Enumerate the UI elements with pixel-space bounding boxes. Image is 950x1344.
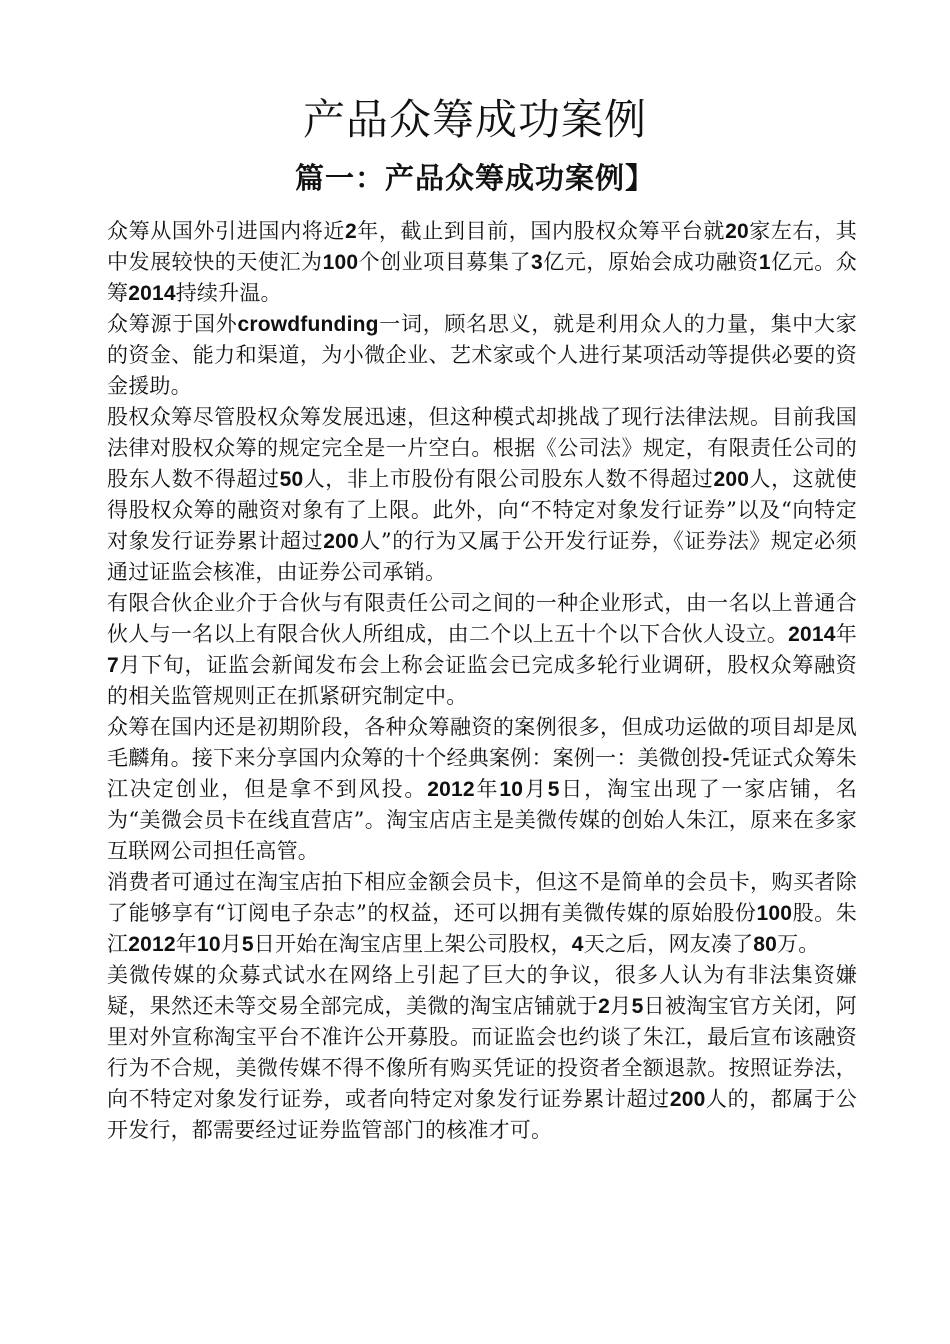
document-body [107, 216, 857, 1146]
paragraph-definition: 众筹源于国外crowdfunding一词，顾名思义，就是利用众人的力量，集中大家的资金、能力和渠道，为小微企业、艺术家或个人进行某项活动等提供必要的资金援助。 [107, 312, 857, 398]
paragraph-equity-regulation: 股权众筹尽管股权众筹发展迅速，但这种模式却挑战了现行法律法规。目前我国法律对股权众筹的规定完全是一片空白。根据《公司法》规定，有限责任公司的股东人数不得超过50人，非上市股份有限公司股东人数不得超过200人，这就使得股权众筹的融资对象有了上限。此外，向“不特定对象发行证券”以及“向特定对象发行证券累计超过200人”的行为又属于公开发行证券，《证券法》规定必须通过证监会核准，由证券公司承销。 [107, 405, 858, 584]
document-title: 产品众筹成功案例 [302, 95, 647, 144]
document-subtitle: 篇一：产品众筹成功案例】 [294, 161, 655, 195]
paragraph-intro: 众筹从国外引进国内将近2年，截止到目前，国内股权众筹平台就20家左右，其中发展较快的天使汇为100个创业项目募集了3亿元，原始会成功融资1亿元。众筹2014持续升温。 [107, 219, 857, 305]
paragraph-case-one: 众筹在国内还是初期阶段，各种众筹融资的案例很多，但成功运做的项目却是凤毛麟角。接下来分享国内众筹的十个经典案例：案例一：美微创投-凭证式众筹朱江决定创业，但是拿不到风投。2012年10月5日，淘宝出现了一家店铺，名为“美微会员卡在线直营店”。淘宝店店主是美微传媒的创始人朱江，原来在多家互联网公司担任高管。 [107, 715, 857, 863]
paragraph-controversy: 美微传媒的众募式试水在网络上引起了巨大的争议，很多人认为有非法集资嫌疑，果然还未等交易全部完成，美微的淘宝店铺就于2月5日被淘宝官方关闭，阿里对外宣称淘宝平台不准许公开募股。而证监会也约谈了朱江，最后宣布该融资行为不合规，美微传媒不得不像所有购买凭证的投资者全额退款。按照证券法，向不特定对象发行证券，或者向特定对象发行证券累计超过200人的，都属于公开发行，都需要经过证券监管部门的核准才可。 [107, 963, 857, 1142]
paragraph-member-card: 消费者可通过在淘宝店拍下相应金额会员卡，但这不是简单的会员卡，购买者除了能够享有“订阅电子杂志”的权益，还可以拥有美微传媒的原始股份100股。朱江2012年10月5日开始在淘宝店里上架公司股权，4天之后，网友凑了80万。 [107, 870, 857, 956]
paragraph-limited-partnership: 有限合伙企业介于合伙与有限责任公司之间的一种企业形式，由一名以上普通合伙人与一名以上有限合伙人所组成，由二个以上五十个以下合伙人设立。2014年7月下旬，证监会新闻发布会上称会证监会已完成多轮行业调研，股权众筹融资的相关监管规则正在抓紧研究制定中。 [107, 591, 857, 708]
